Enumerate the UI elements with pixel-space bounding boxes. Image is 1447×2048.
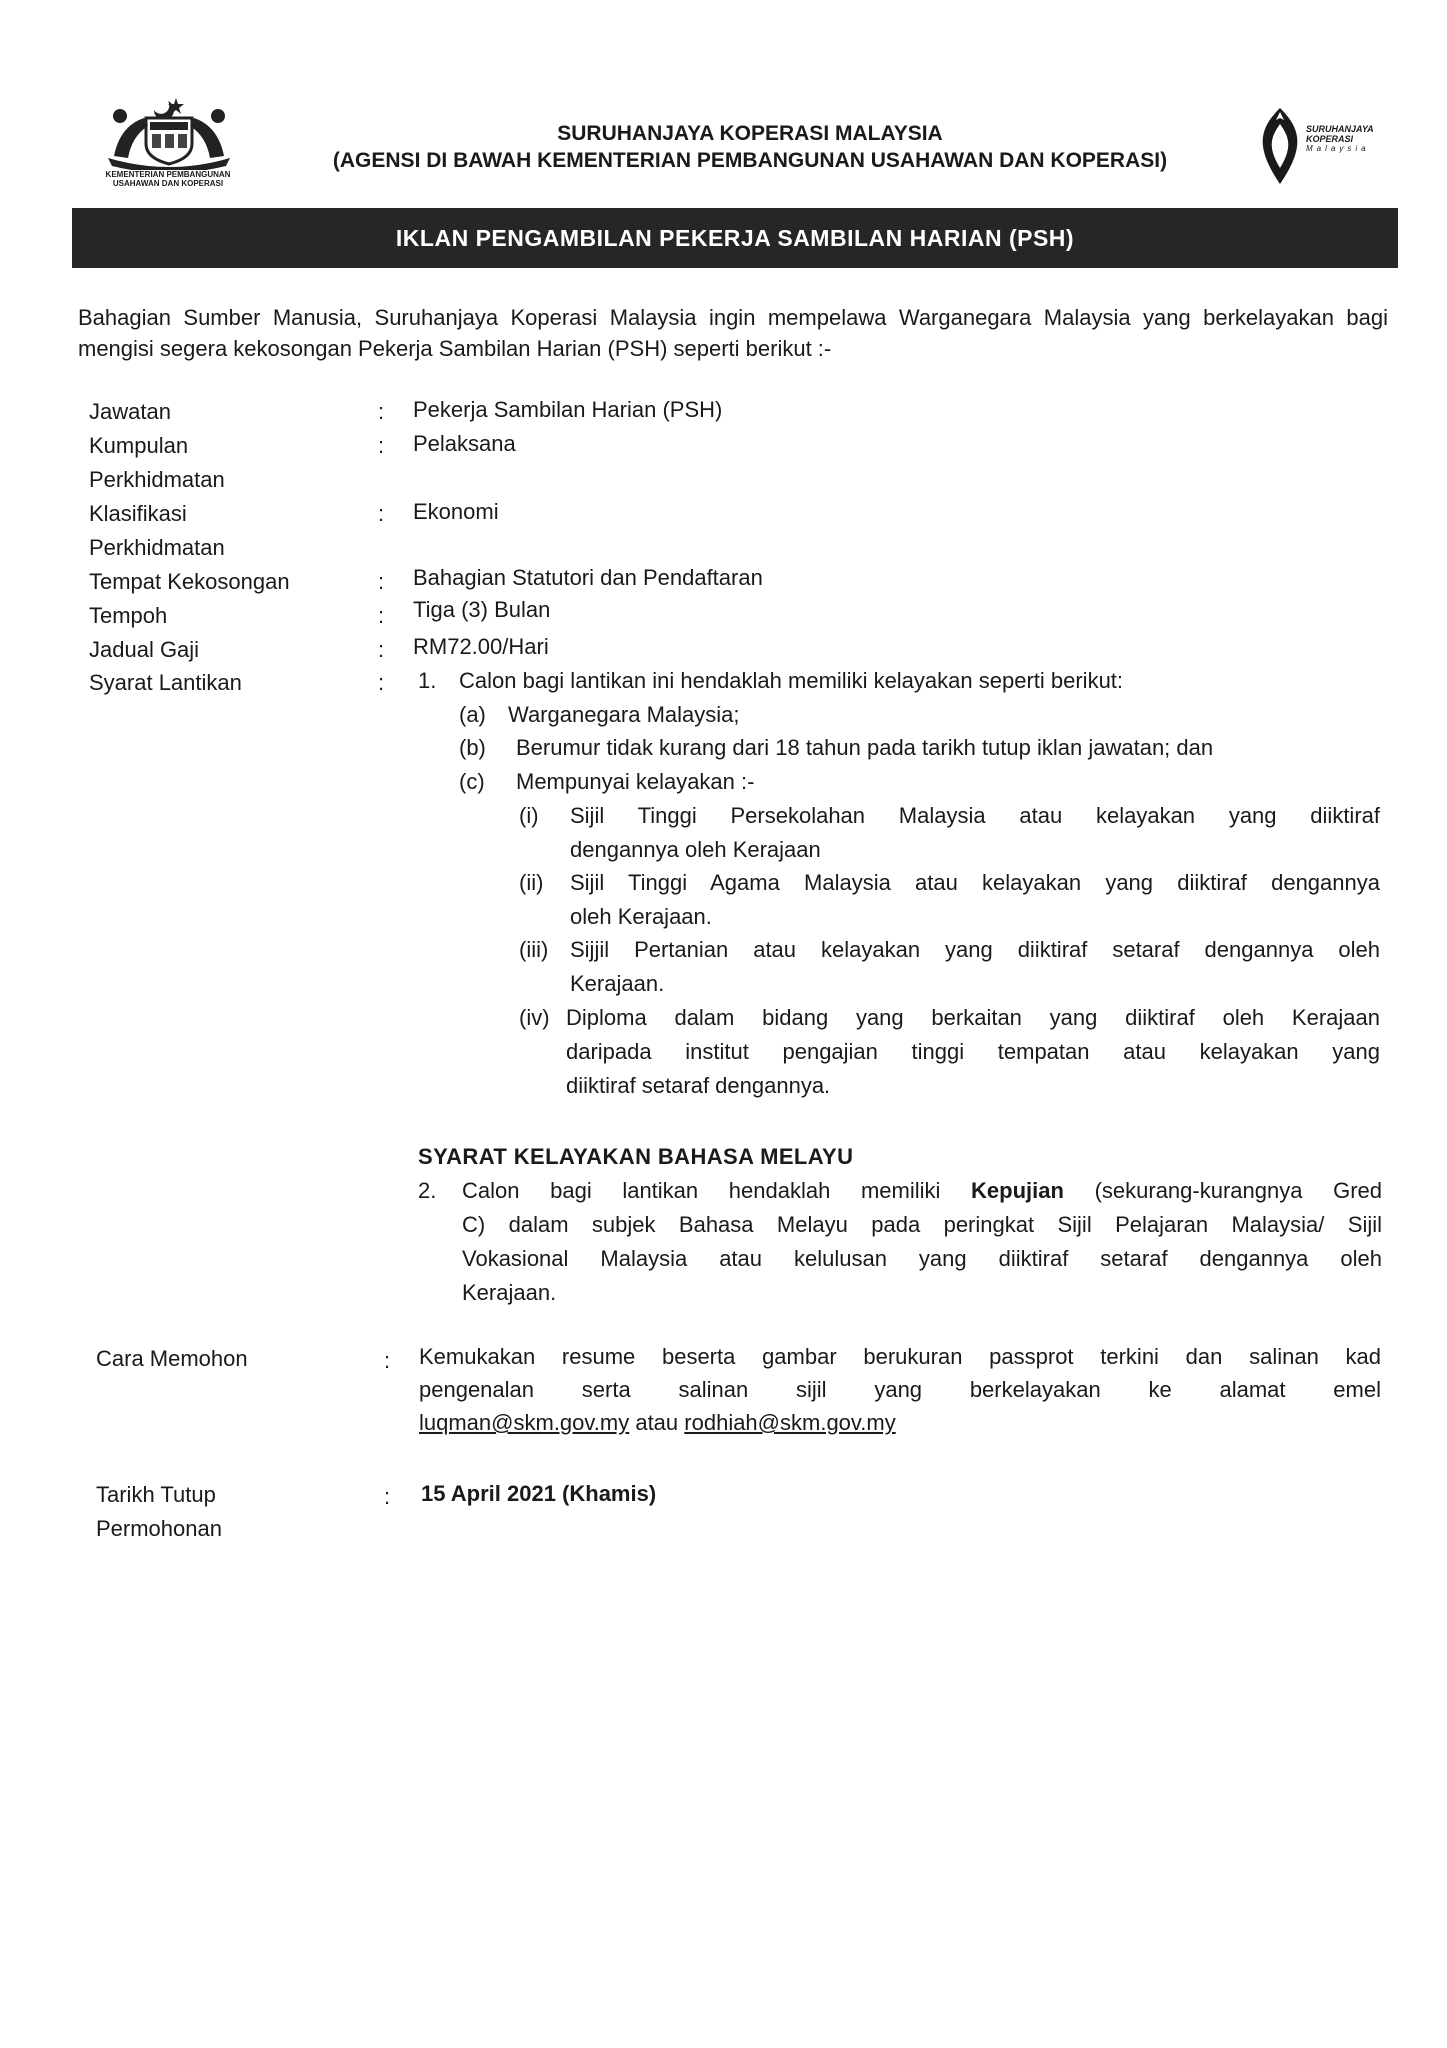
email-link-rodhiah[interactable]: rodhiah@skm.gov.my	[684, 1410, 896, 1435]
ministry-name-line-1: KEMENTERIAN PEMBANGUNAN	[105, 170, 231, 179]
ministry-name-line-2: USAHAWAN DAN KOPERASI	[112, 179, 224, 188]
req-number: 1.	[418, 668, 437, 693]
ministry-crest-logo	[76, 96, 258, 206]
bahasa-line-4: Kerajaan.	[462, 1280, 557, 1305]
colon: :	[384, 1348, 391, 1373]
req-a-mark: (a)	[459, 702, 486, 727]
req-b-text: Berumur tidak kurang dari 18 tahun pada tarikh tutup iklan jawatan; dan	[516, 735, 1214, 760]
ministry-name	[68, 170, 268, 188]
label-kumpulan: Kumpulan	[89, 433, 189, 458]
colon: :	[378, 399, 385, 424]
agency-title: SURUHANJAYA KOPERASI MALAYSIA	[557, 122, 943, 145]
colon: :	[378, 501, 385, 526]
req-b-mark: (b)	[459, 735, 486, 760]
colon: :	[378, 670, 385, 695]
agency-subtitle: (AGENSI DI BAWAH KEMENTERIAN PEMBANGUNAN USAHAWAN DAN KOPERASI)	[332, 149, 1168, 172]
value-klasifikasi: Ekonomi	[413, 499, 499, 524]
req-c-text: Mempunyai kelayakan :-	[516, 769, 755, 794]
req-iv-line-2: daripada institut pengajian tinggi tempatan atau kelayakan yang	[566, 1039, 1380, 1064]
value-kumpulan: Pelaksana	[413, 431, 516, 456]
label-tarikh-tutup: Tarikh Tutup	[96, 1482, 216, 1507]
apply-line-2: pengenalan serta salinan sijil yang berkelayakan ke alamat emel	[419, 1377, 1381, 1402]
colon: :	[378, 433, 385, 458]
req-iii-line-1: Sijjil Pertanian atau kelayakan yang diiktiraf setaraf dengannya oleh	[570, 937, 1380, 962]
colon: :	[378, 603, 385, 628]
label-cara-memohon: Cara Memohon	[96, 1346, 248, 1371]
skm-logo-line-3: Malaysia	[1306, 144, 1370, 153]
req-i-line-2: dengannya oleh Kerajaan	[570, 837, 821, 862]
label-klasifikasi: Klasifikasi	[89, 501, 187, 526]
value-tempat: Bahagian Statutori dan Pendaftaran	[413, 565, 763, 590]
label-jawatan: Jawatan	[89, 399, 171, 424]
value-gaji: RM72.00/Hari	[413, 634, 549, 659]
label-tempat: Tempat Kekosongan	[89, 569, 290, 594]
req-ii-line-2: oleh Kerajaan.	[570, 904, 712, 929]
label-klasifikasi-2: Perkhidmatan	[89, 535, 225, 560]
colon: :	[378, 637, 385, 662]
apply-line-3	[419, 1406, 1381, 1439]
req-iv-mark: (iv)	[519, 1005, 550, 1030]
bahasa-line-3: Vokasional Malaysia atau kelulusan yang diiktiraf setaraf dengannya oleh	[462, 1246, 1382, 1271]
label-syarat: Syarat Lantikan	[89, 670, 242, 695]
label-kumpulan-2: Perkhidmatan	[89, 467, 225, 492]
skm-logo-line-2: KOPERASI	[1306, 134, 1354, 144]
req-ii-line-1: Sijil Tinggi Agama Malaysia atau kelayakan yang diiktiraf dengannya	[570, 870, 1380, 895]
req-i-line-1: Sijil Tinggi Persekolahan Malaysia atau kelayakan yang diiktiraf	[570, 803, 1380, 828]
bahasa-line-1	[462, 1174, 1382, 1208]
bahasa-paragraph	[462, 1174, 1382, 1310]
colon: :	[384, 1484, 391, 1509]
req-c-mark: (c)	[459, 769, 485, 794]
closing-date: 15 April 2021 (Khamis)	[421, 1481, 657, 1506]
section-title-bahasa: SYARAT KELAYAKAN BAHASA MELAYU	[418, 1144, 854, 1169]
skm-logo	[1250, 106, 1310, 186]
colon: :	[378, 569, 385, 594]
apply-joiner: atau	[635, 1410, 679, 1435]
skm-logo-text	[1306, 124, 1398, 154]
req-a-text: Warganegara Malaysia;	[508, 702, 740, 727]
page-title-banner: IKLAN PENGAMBILAN PEKERJA SAMBILAN HARIAN (PSH)	[72, 208, 1398, 268]
value-tempoh: Tiga (3) Bulan	[413, 597, 551, 622]
label-tempoh: Tempoh	[89, 603, 168, 628]
req-ii-mark: (ii)	[519, 870, 544, 895]
bahasa-line-1-pre: Calon bagi lantikan hendaklah memiliki	[462, 1178, 941, 1203]
req-lead: Calon bagi lantikan ini hendaklah memiliki kelayakan seperti berikut:	[459, 668, 1124, 693]
req-iv-line-1: Diploma dalam bidang yang berkaitan yang diiktiraf oleh Kerajaan	[566, 1005, 1380, 1030]
coat-of-arms-icon	[94, 96, 244, 170]
intro-paragraph: Bahagian Sumber Manusia, Suruhanjaya Koperasi Malaysia ingin mempelawa Warganegara Malaysia yang berkelayakan bagi mengisi segera kekosongan Pekerja Sambilan Harian (PSH) seperti berikut :-	[78, 305, 1388, 361]
apply-paragraph	[419, 1340, 1381, 1439]
req-i-mark: (i)	[519, 803, 539, 828]
skm-emblem-icon	[1250, 106, 1310, 186]
apply-line-1: Kemukakan resume beserta gambar berukuran passprot terkini dan salinan kad	[419, 1344, 1381, 1369]
email-link-luqman[interactable]: luqman@skm.gov.my	[419, 1410, 630, 1435]
bahasa-line-1-post: (sekurang-kurangnya Gred	[1094, 1178, 1383, 1203]
bahasa-number: 2.	[418, 1178, 437, 1203]
req-iii-mark: (iii)	[519, 937, 549, 962]
value-jawatan: Pekerja Sambilan Harian (PSH)	[413, 397, 723, 422]
bahasa-kepujian: Kepujian	[971, 1178, 1064, 1203]
skm-logo-line-1: SURUHANJAYA	[1306, 124, 1374, 134]
label-tarikh-tutup-2: Permohonan	[96, 1516, 222, 1541]
bahasa-line-2: C) dalam subjek Bahasa Melayu pada peringkat Sijil Pelajaran Malaysia/ Sijil	[462, 1212, 1382, 1237]
label-gaji: Jadual Gaji	[89, 637, 200, 662]
req-iv-line-3: diiktiraf setaraf dengannya.	[566, 1073, 831, 1098]
req-iii-line-2: Kerajaan.	[570, 971, 665, 996]
